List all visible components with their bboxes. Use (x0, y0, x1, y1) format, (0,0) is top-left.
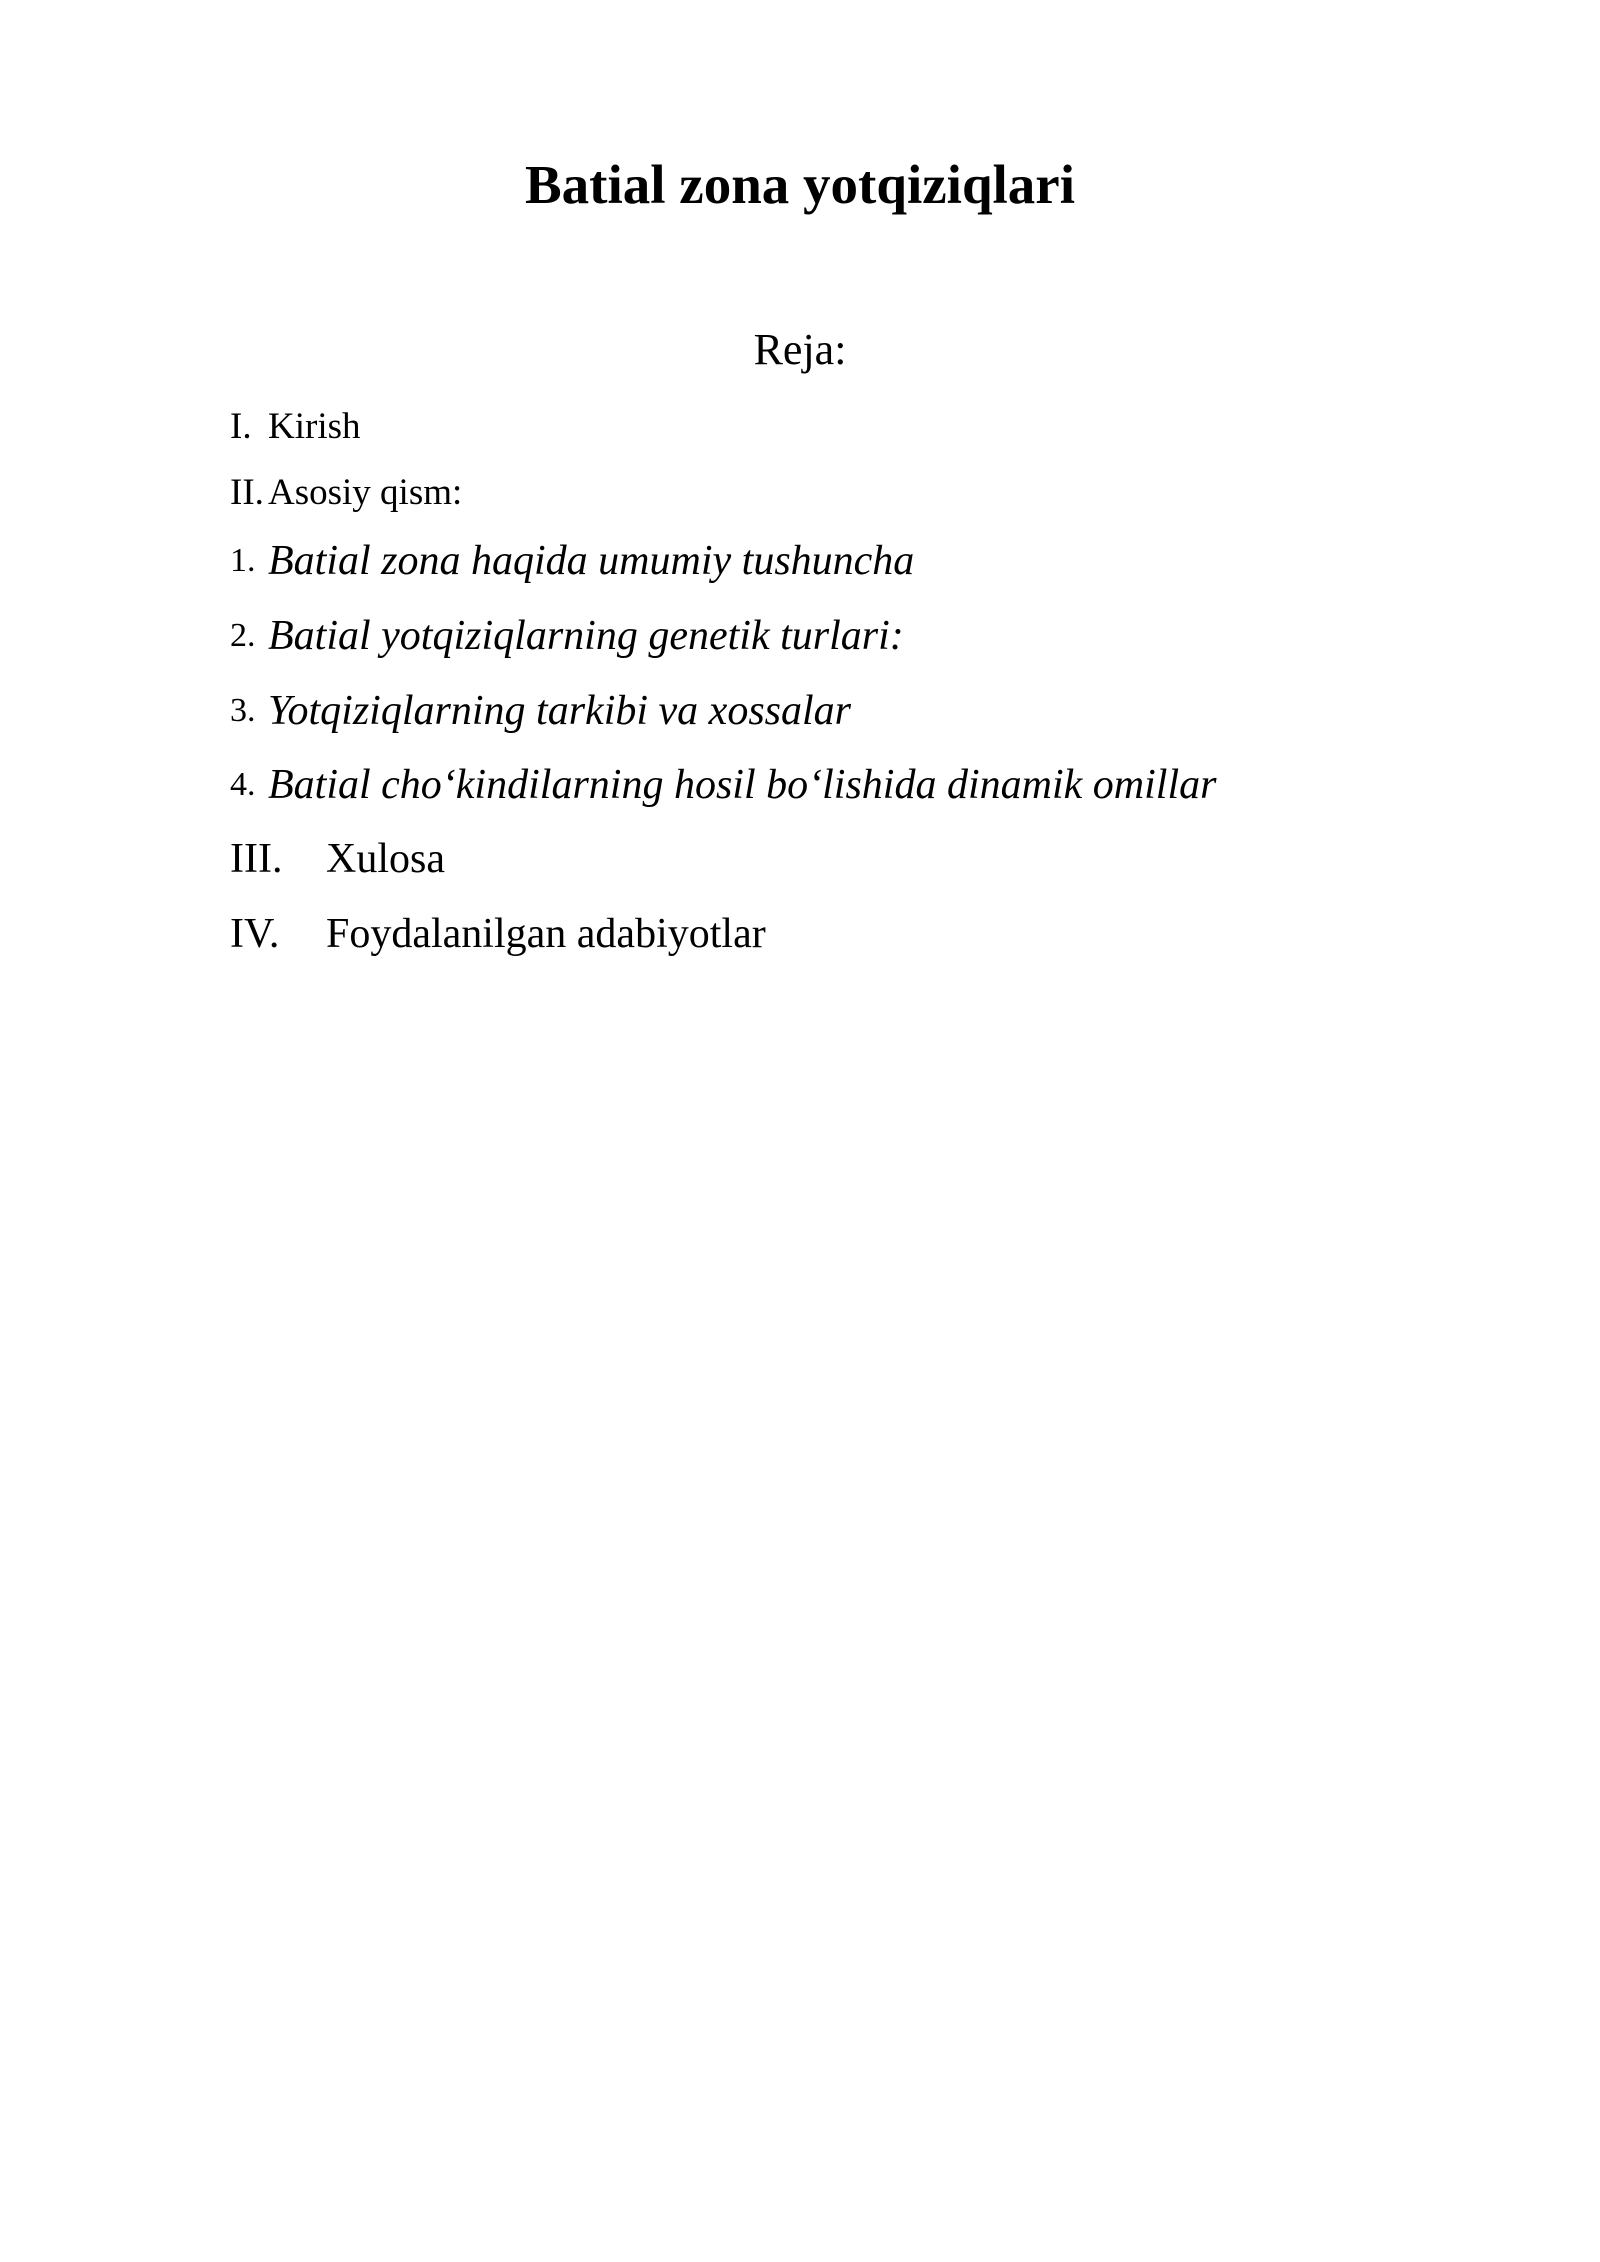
plan-item-text: Asosiy qism: (268, 472, 463, 513)
plan-item-marker: 2. (230, 617, 256, 654)
plan-item-marker: 1. (230, 542, 256, 579)
plan-item-text: Batial yotqiziqlarning genetik turlari: (268, 613, 904, 659)
plan-item-marker: IV. (230, 911, 280, 957)
plan-item-marker: 3. (230, 692, 256, 729)
plan-heading: Reja: (753, 325, 847, 374)
plan-item-text: Batial zona haqida umumiy tushuncha (268, 538, 915, 584)
plan-item-marker: III. (230, 836, 283, 882)
plan-item-text: Kirish (268, 406, 361, 447)
plan-item-text: Yotqiziqlarning tarkibi va xossalar (268, 688, 852, 734)
plan-item-text: Xulosa (326, 836, 445, 882)
plan-item-marker: II. (230, 472, 264, 513)
document-title: Batial zona yotqiziqlari (525, 154, 1075, 215)
plan-item-text: Foydalanilgan adabiyotlar (326, 911, 766, 957)
plan-item-marker: I. (230, 406, 252, 447)
plan-item-marker: 4. (230, 766, 256, 803)
plan-item-text: Batial cho‘kindilarning hosil bo‘lishida dinamik omillar (268, 762, 1217, 808)
